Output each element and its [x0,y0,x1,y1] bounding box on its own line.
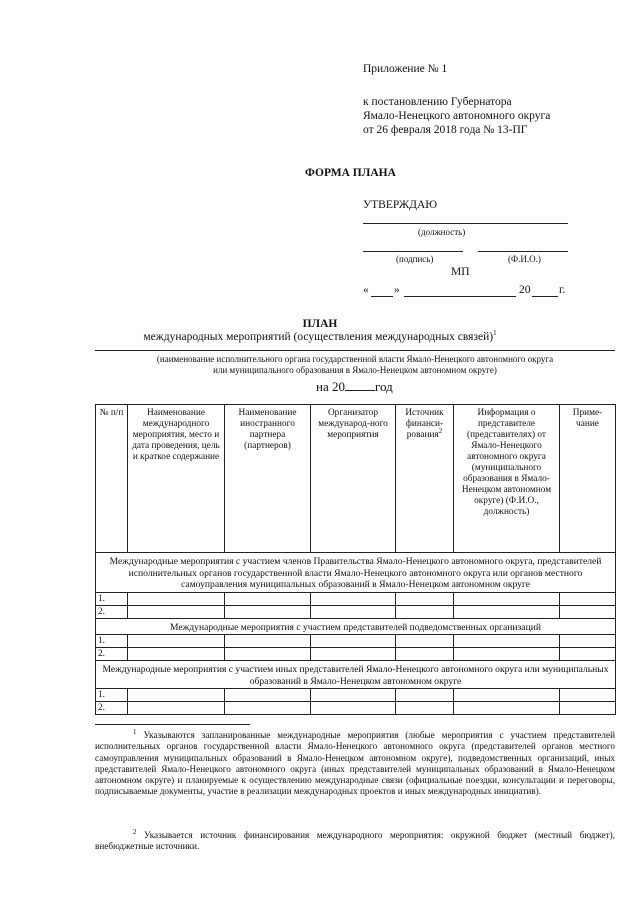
table-row [96,592,616,605]
table-cell[interactable] [454,592,560,605]
table-row [96,702,616,715]
plan-year-suffix: год [374,379,393,394]
date-open-quote: « [363,284,369,296]
plan-table [95,404,616,715]
table-cell[interactable] [128,592,225,605]
footnote-2-mark: 2 [133,827,137,836]
header-funding [396,405,454,553]
approve-word: УТВЕРЖДАЮ [363,199,438,211]
signature-line [363,251,463,252]
table-cell[interactable] [396,702,454,715]
position-line [363,223,568,224]
table-cell[interactable] [560,605,616,618]
table-cell[interactable] [560,702,616,715]
table-cell[interactable] [560,689,616,702]
org-caption-line-2: или муниципального образования в Ямало-Ненецком автономном округе) [213,365,497,375]
footnote-separator [95,724,250,725]
table-cell[interactable] [396,689,454,702]
date-day-line [371,296,393,297]
row-number: 2. [96,648,128,661]
date-close-quote: » [394,284,400,296]
name-caption: (Ф.И.О.) [508,254,541,264]
table-cell[interactable] [128,689,225,702]
table-cell[interactable] [225,648,311,661]
table-cell[interactable] [396,592,454,605]
position-caption: (должность) [418,227,466,237]
plan-year-blank [345,379,375,391]
table-cell[interactable] [311,605,396,618]
table-row [96,689,616,702]
table-cell[interactable] [225,635,311,648]
table-row [96,635,616,648]
section-row [96,618,616,635]
table-row [96,648,616,661]
table-cell[interactable] [311,689,396,702]
table-cell[interactable] [560,635,616,648]
plan-subtitle-wrap [0,330,640,344]
header-funding-label: Источник финанси-рования [405,408,444,440]
date-year-suffix: г. [559,284,566,296]
table-cell[interactable] [128,635,225,648]
table-cell[interactable] [454,635,560,648]
header-partner: Наименование иностранного партнера (партнеров) [225,405,311,553]
plan-title: ПЛАН [302,318,338,330]
table-cell[interactable] [225,702,311,715]
appendix-line-1: к постановлению Губернатора [363,96,512,108]
section-row [96,553,616,593]
footnote-ref-2: 2 [438,426,443,435]
footnote-1 [95,727,616,798]
table-cell[interactable] [311,635,396,648]
footnote-2-text: Указывается источник финансирования международного мероприятия: окружной бюджет (местный бюджет), внебюджетные источники. [95,830,615,852]
table-cell[interactable] [128,702,225,715]
appendix-title: Приложение № 1 [363,63,448,75]
date-month-line [404,296,516,297]
plan-year [316,379,393,395]
table-cell[interactable] [560,648,616,661]
table-cell[interactable] [396,635,454,648]
appendix-line-2: Ямало-Ненецкого автономного округа [363,110,551,122]
table-cell[interactable] [454,648,560,661]
org-name-line [95,350,615,351]
header-event: Наименование международного мероприятия, место и дата проведения, цель и краткое содержание [128,405,225,553]
table-cell[interactable] [454,689,560,702]
section-row [96,661,616,689]
row-number: 1. [96,635,128,648]
section-title-1: Международные мероприятия с участием членов Правительства Ямало-Ненецкого автономного округа, представителей исполнительных органов государственной власти Ямало-Ненецкого автономного округа или органов местного самоуправления муниципальных образований в Ямало-Ненецком автономном округе [96,553,616,593]
table-cell[interactable] [128,605,225,618]
table-cell[interactable] [225,592,311,605]
seal-mark: МП [451,266,470,278]
row-number: 2. [96,605,128,618]
name-line [478,251,568,252]
table-row [96,605,616,618]
appendix-line-3: от 26 февраля 2018 года № 13-ПГ [363,124,528,136]
plan-subtitle: международных мероприятий (осуществления международных связей) [143,331,494,343]
table-cell[interactable] [225,605,311,618]
header-note: Приме-чание [560,405,616,553]
date-year-prefix: 20 [519,284,531,296]
date-year-line [532,296,558,297]
header-organizer: Организатор международ-ного мероприятия [311,405,396,553]
header-representative: Информация о представителе (представителях) от Ямало-Ненецкого автономного округа (муниципального образования в Ямало-Ненецком автономном округе) (Ф.И.О., должность) [454,405,560,553]
table-cell[interactable] [311,702,396,715]
table-cell[interactable] [311,648,396,661]
section-title-2: Международные мероприятия с участием представителей подведомственных организаций [96,618,616,635]
table-header-row [96,405,616,553]
footnote-ref-1: 1 [493,329,497,338]
signature-caption: (подпись) [396,254,434,264]
header-number: № п/п [96,405,128,553]
table-cell[interactable] [396,605,454,618]
table-cell[interactable] [454,702,560,715]
footnote-1-text: Указываются запланированные международные мероприятия (любые мероприятия с участием представителей исполнительных органов государственной власти Ямало-Ненецкого автономного округа (представителей органов местного самоуправления муниципальных образований в Ямало-Ненецком автономном округе), подведомственных организаций, иных представителей Ямало-Ненецкого автономного округа (иных представителей муниципальных образований в Ямало-Ненецком автономном округе) и планируемые к осуществлению международные связи (официальные поездки, консультации и переговоры, подписываемые документы, участие в реализации международных проектов и иных международных инициатив). [95,730,616,797]
org-caption-line-1: (наименование исполнительного органа государственной власти Ямало-Ненецкого автономного округа [156,354,554,364]
table-cell[interactable] [454,605,560,618]
row-number: 2. [96,702,128,715]
table-cell[interactable] [311,592,396,605]
row-number: 1. [96,592,128,605]
plan-year-prefix: на 20 [316,379,345,394]
table-cell[interactable] [128,648,225,661]
table-cell[interactable] [560,592,616,605]
footnote-1-mark: 1 [133,727,137,736]
table-cell[interactable] [225,689,311,702]
table-cell[interactable] [396,648,454,661]
row-number: 1. [96,689,128,702]
section-title-3: Международные мероприятия с участием иных представителей Ямало-Ненецкого автономного округа или муниципальных образований в Ямало-Ненецком автономном округе [96,661,616,689]
footnote-2 [95,827,615,853]
form-title: ФОРМА ПЛАНА [305,167,396,179]
